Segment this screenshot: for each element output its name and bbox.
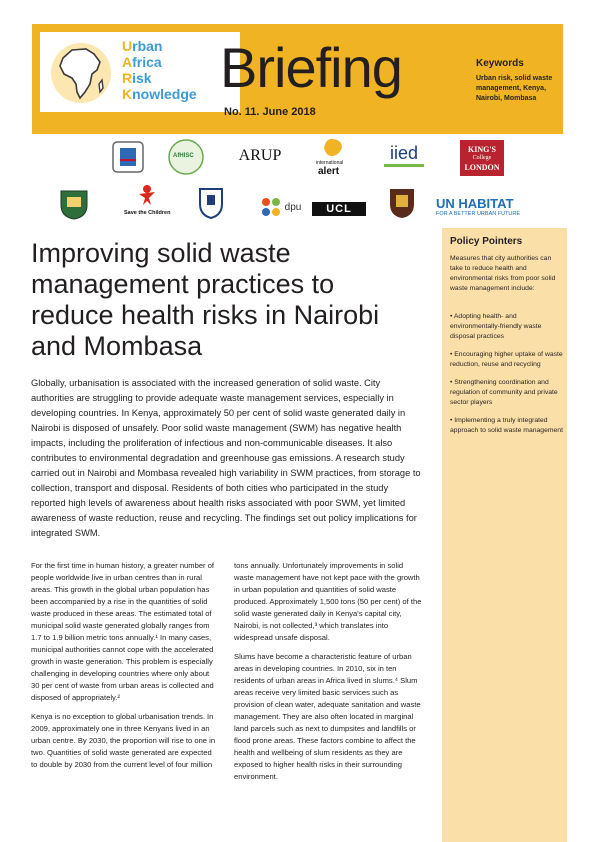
seal-icon <box>110 140 146 174</box>
body-paragraph: Slums have become a characteristic feature of urban areas in developing countries. In 2010, six in ten residents of urban areas in Africa lived in slums.⁴ Slum areas receive very limited basic services such as provision of clean water, adequate sanitation and waste management. They are also often located in marginal land parcels such as next to dumpsites and landfills or flood prone areas. These factors combine to affect the health and wellbeing of slum residents as they are exposed to higher health risks in their surrounding environment. <box>234 652 421 781</box>
policy-pointers-sidebar <box>442 228 567 842</box>
body-column-1 <box>31 560 219 778</box>
body-paragraph: tons annually. Unfortunately improvements in solid waste management have not kept pace with the growth in urban population and quantities of solid waste produced. Approximately 1,500 tons (50 per cent) of the solid waste generated daily in Kenya's capital city, Nairobi, is not collected,³ which translates into widespread unsafe disposal. <box>234 561 422 642</box>
logo-wordmark: Urban Africa Risk Knowledge <box>122 38 197 102</box>
partner-university-crest-logo <box>386 186 418 220</box>
dpu-label: dpu <box>284 201 302 213</box>
body-paragraph: For the first time in human history, a greater number of people worldwide live in urban centres than in rural areas. This growth in the global urban population has been accompanied by a rise in the quantities of solid waste produced in these areas. The estimated total of municipal solid waste generated globally ranges from 1.7 to 1.9 billion metric tons annually.¹ In many cases, municipal authorities cannot cope with the accelerated growth in waste generation. This problem is especially challenging in developing countries where only about 30 per cent of waste from urban areas is collected and disposed of appropriately.² <box>31 561 215 702</box>
dpu-dots-icon <box>261 197 283 217</box>
iied-underline-icon <box>384 164 424 168</box>
partner-arup-logo <box>232 146 288 166</box>
article-title: Improving solid waste management practices to reduce health risks in Nairobi and Mombasa <box>31 238 380 361</box>
un-habitat-label: UN HABITAT <box>436 195 514 211</box>
list-item: • Strengthening coordination and regulation of community and private sector players <box>450 379 558 406</box>
save-children-label: Save the Children <box>124 210 171 216</box>
kings-label-2: College <box>472 154 492 161</box>
partner-ucl-logo <box>312 202 366 216</box>
partner-crest-logo <box>56 186 92 222</box>
intl-alert-label-2: alert <box>318 166 340 177</box>
partner-dpu-logo <box>254 196 308 218</box>
list-item: • Encouraging higher uptake of waste reduction, reuse and recycling <box>450 351 563 368</box>
kings-label-3: LONDON <box>464 162 500 172</box>
keywords-heading: Keywords <box>476 58 524 69</box>
partner-shield-logo <box>196 186 226 220</box>
un-habitat-tagline: FOR A BETTER URBAN FUTURE <box>436 210 521 217</box>
partner-iied-logo <box>380 140 428 166</box>
body-column-2 <box>234 560 422 790</box>
kings-label-1: KING'S <box>467 144 496 154</box>
partner-un-habitat-logo <box>436 196 574 218</box>
abstract: Globally, urbanisation is associated with the increased generation of solid waste. City authorities are struggling to provide adequate waste management services, especially in developing countries. In Kenya, approximately 50 per cent of solid waste generated daily in Nairobi is disposed of unsafely. Poor solid waste management (SWM) has negative health impacts, including the proliferation of infectious and non-communicable diseases. It also contributes to environmental degradation and greenhouse gas emissions. A research study carried out in Nairobi and Mombasa revealed high variability in SWM practices, from storage to collection, transport and disposal. Residents of both cities who participated in the study reported high levels of awareness about health risks associated with poor SWM, yet limited awareness of waste reduction, reuse and recycling. The findings set out policy implications for integrated SWM. <box>31 378 421 538</box>
urban-africa-risk-knowledge-logo <box>40 32 240 112</box>
university-crest-icon <box>387 186 417 220</box>
child-figure-icon <box>137 184 157 206</box>
crest-icon <box>57 187 91 221</box>
sidebar-title: Policy Pointers <box>450 236 523 247</box>
intl-alert-label-1: international <box>316 160 344 166</box>
body-paragraph: Kenya is no exception to global urbanisation trends. In 2009, approximately one in three Kenyans lived in an urban centre. By 2030, the proportion will rise to one in two. Quantities of solid waste generated are expected to double by 2030 from the current level of four million <box>31 712 216 769</box>
header-band <box>32 24 563 134</box>
keywords-list: Urban risk, solid waste management, Kenya, Nairobi, Mombasa <box>476 75 553 102</box>
africa-map-icon <box>50 40 112 106</box>
ucl-label: UCL <box>326 203 352 215</box>
partner-seal-logo <box>108 140 148 174</box>
hand-icon <box>320 136 346 158</box>
partner-afhisc-logo <box>166 138 206 176</box>
policy-pointers-list <box>450 312 564 444</box>
list-item: • Implementing a truly integrated approach to solid waste management <box>450 417 563 434</box>
afhisc-label: AfHISC <box>173 153 194 159</box>
partner-international-alert-logo <box>314 136 352 180</box>
list-item: • Adopting health- and environmentally-friendly waste disposal practices <box>450 313 542 340</box>
partner-kings-college-logo <box>460 140 504 176</box>
iied-label: iied <box>389 142 419 163</box>
briefing-heading: Briefing <box>220 36 402 99</box>
arup-label: ARUP <box>238 147 282 164</box>
partner-save-the-children-logo <box>124 184 170 220</box>
issue-number: No. 11. June 2018 <box>224 106 316 118</box>
sidebar-intro: Measures that city authorities can take to reduce health and environmental risks from poor solid waste management include: <box>450 255 556 292</box>
shield-icon <box>197 186 225 220</box>
